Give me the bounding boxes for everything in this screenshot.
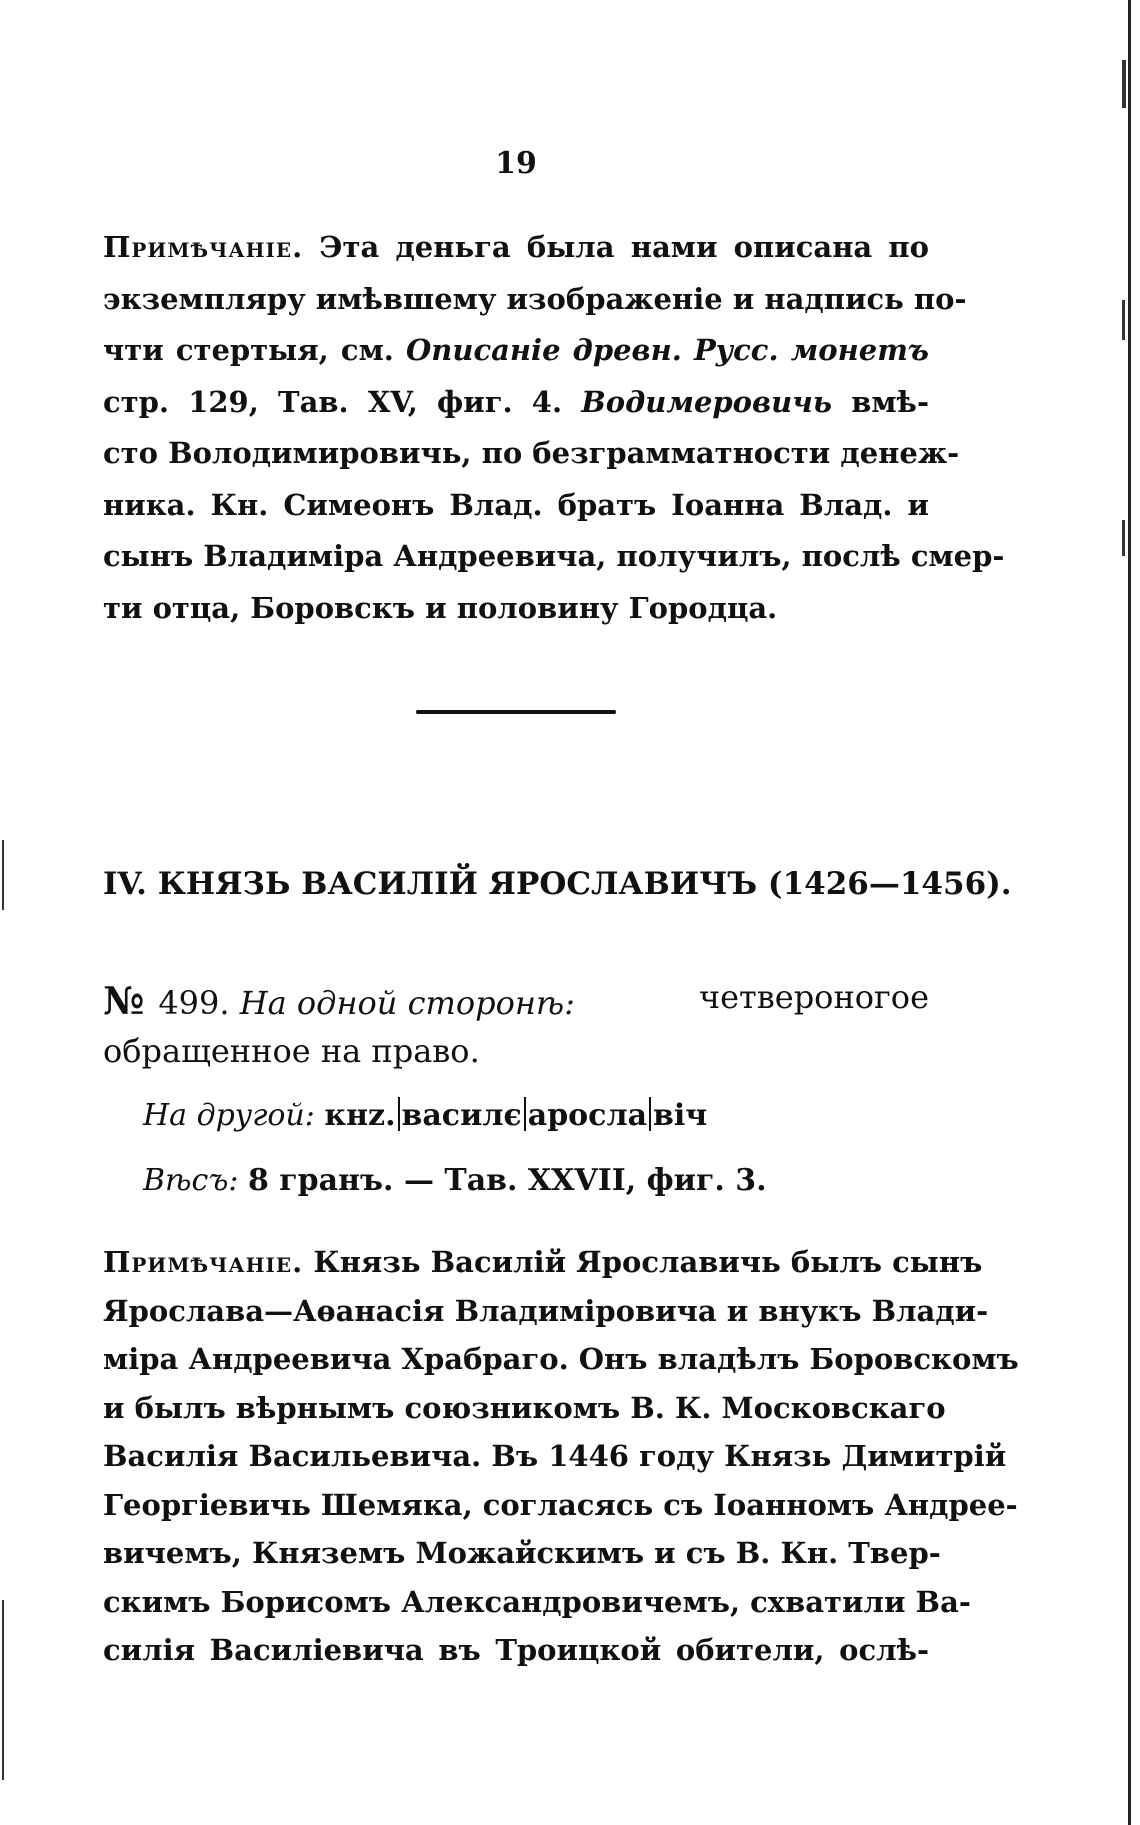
- note-line: чти стертыя, см. Описаніе древн. Русс. монетъ: [103, 333, 929, 367]
- obverse-label: На одной сторонѣ:: [239, 984, 575, 1022]
- weight-label: Вѣсъ:: [143, 1163, 239, 1198]
- weight-line: [143, 1163, 969, 1198]
- scan-edge-mark: [1122, 60, 1126, 108]
- reverse-inscription: кнz. василє аросла віч: [324, 1098, 708, 1133]
- note-line: и былъ вѣрнымъ союзникомъ В. К. Московскаго: [103, 1390, 946, 1425]
- obverse-text: четвероногое: [698, 978, 929, 1016]
- scan-edge-mark: [2, 1600, 4, 1780]
- section-heading: IV. КНЯЗЬ ВАСИЛІЙ ЯРОСЛАВИЧЪ (1426—1456).: [103, 866, 1012, 902]
- scan-edge-line: [1128, 0, 1131, 1825]
- reverse-line: [143, 1097, 969, 1133]
- note-line: міра Андреевича Храбраго. Онъ владѣлъ Боровскомъ: [103, 1342, 1019, 1376]
- note-line: силія Василіевича въ Троицкой обители, ослѣ-: [103, 1633, 929, 1667]
- note-line: сто Володимировичь, по безграмматности денеж-: [103, 436, 960, 470]
- coin-entry-heading: [103, 978, 929, 1023]
- note-line: ти отца, Боровскъ и половину Городца.: [103, 590, 778, 625]
- note-line: сынъ Владиміра Андреевича, получилъ, послѣ смер-: [103, 539, 1005, 573]
- note-line: вичемъ, Княземъ Можайскимъ и съ В. Кн. Твер-: [103, 1536, 941, 1570]
- note-line: Примѣчаніе. Князь Василій Ярославичь былъ сынъ: [103, 1245, 983, 1279]
- reverse-label: На другой:: [143, 1098, 315, 1133]
- note-label: Примѣчаніе.: [103, 230, 304, 264]
- obverse-text-continued: обращенное на право.: [103, 1032, 480, 1070]
- scan-edge-mark: [1122, 300, 1125, 340]
- note-line: стр. 129, Тав. XV, фиг. 4. Водимеровичь вмѣ-: [103, 384, 929, 419]
- number-sign: №: [103, 978, 145, 1023]
- note-line: скимъ Борисомъ Александровичемъ, схватили Ва-: [103, 1584, 971, 1619]
- page-number: 19: [495, 146, 537, 181]
- note-label: Примѣчаніе.: [103, 1245, 304, 1279]
- note-line: экземпляру имѣвшему изображеніе и надпись по-: [103, 281, 967, 316]
- note-line: ника. Кн. Симеонъ Влад. братъ Іоанна Влад. и: [103, 487, 929, 522]
- scan-edge-mark: [1122, 520, 1125, 556]
- note-paragraph-2: [103, 1238, 1019, 1675]
- section-divider: [416, 710, 616, 714]
- note-line: Ярослава—Аѳанасія Владиміровича и внукъ Влади-: [103, 1293, 989, 1328]
- weight-text: 8 гранъ. — Тав. XXVII, фиг. 3.: [247, 1163, 767, 1198]
- entry-number: 499.: [158, 984, 230, 1022]
- note-paragraph-1: [103, 222, 1005, 634]
- note-line: Василія Васильевича. Въ 1446 году Князь Димитрій: [103, 1439, 1007, 1473]
- note-line: Георгіевичь Шемяка, согласясь съ Іоанномъ Андрее-: [103, 1487, 1018, 1522]
- note-line: Примѣчаніе. Эта деньга была нами описана по: [103, 230, 929, 264]
- scan-edge-mark: [2, 840, 4, 910]
